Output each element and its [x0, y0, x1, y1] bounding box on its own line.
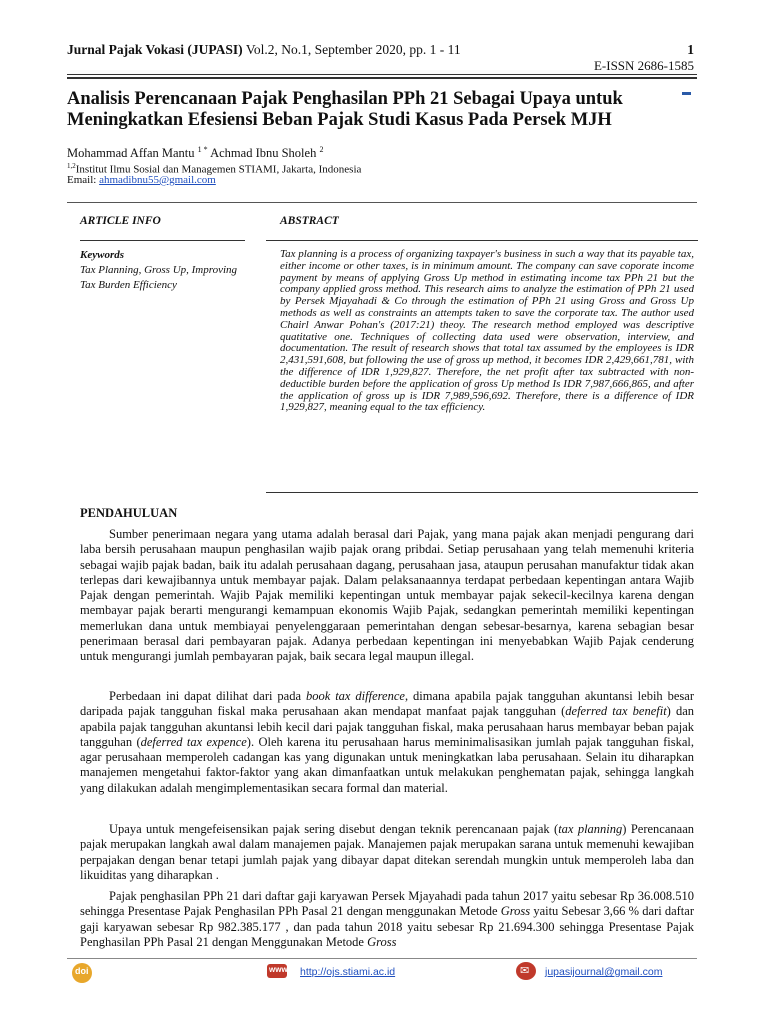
p2-term-deferred-expence: deferred tax expence	[140, 734, 247, 749]
abstract-heading: ABSTRACT	[280, 215, 339, 227]
p3-term-tax-planning: tax planning	[558, 822, 623, 836]
email-link[interactable]: ahmadibnu55@gmail.com	[99, 174, 216, 186]
author-1-sup: 1 *	[197, 145, 208, 154]
author-1: Mohammad Affan Mantu	[67, 146, 195, 161]
p4-text-c: yaitu Sebesar 3,66 % dari daftar gaji karyawan sebesar Rp 982.385.177 , dan pada tahun 2018 yaitu sebesar Rp 21.694.300 sehingga Presentase Pajak Penghasilan PPh Pasal 21 dengan Menggunakan Metode	[80, 904, 694, 949]
author-2-sup: 2	[319, 145, 324, 154]
paragraph-2-text	[80, 689, 694, 796]
p2-text-c: , dimana apabila pajak tangguhan akuntansi lebih besar daripada pajak tangguhan fiskal maka perusahaan akan mendapat manfaat pajak tangguhan (	[80, 689, 694, 719]
author-2: Achmad Ibnu Sholeh	[210, 146, 317, 161]
author-line	[67, 145, 323, 161]
p4-text-a: Pajak penghasilan PPh 21 dari daftar gaji karyawan Persek Mjayahadi pada tahun 2017 yaitu sebesar Rp 36.008.510 sehingga Presentase Pajak Penghasilan PPh Pasal 21 dengan menggunakan Metode	[80, 889, 694, 919]
eissn: E-ISSN 2686-1585	[593, 58, 694, 73]
doi-icon-label: doi	[75, 966, 89, 976]
doi-icon[interactable]	[72, 963, 92, 983]
p2-text-e: ) dan apabila pajak tangguhan akuntansi lebih kecil dari pajak tangguhan fiskal, maka perusahaan harus membayar beban pajak tangguhan (	[80, 704, 694, 749]
article-info-heading: ARTICLE INFO	[80, 215, 161, 227]
p2-text-g: ). Oleh karena itu perusahaan harus meminimalisasikan jumlah pajak tangguhan fiskal, agar perusahaan memperoleh cadangan kas yang digunakan untuk meningkatkan laba perusahaan. Selain itu diharapkan manajemen mengetahui faktor-faktor yang akan dimanfaatkan untuk melakukan penghematan pajak, sehingga langkah yang dilakukan adalah mengimplementasikan secara formal dan material.	[80, 734, 694, 795]
paragraph-4-text	[80, 889, 694, 950]
section-title: PENDAHULUAN	[80, 506, 178, 520]
header-divider	[67, 74, 697, 75]
p4-term-gross-2: Gross	[367, 934, 397, 949]
journal-header	[67, 42, 461, 58]
keywords-list: Tax Planning, Gross Up, Improving Tax Burden Efficiency	[80, 264, 238, 291]
email-line	[67, 174, 216, 186]
paragraph-4	[80, 889, 694, 950]
affiliation-sup: 1,2	[67, 162, 76, 170]
p2-text-a: Perbedaan ini dapat dilihat dari pada	[109, 689, 306, 703]
p2-term-book-tax: book tax difference	[305, 689, 405, 703]
p4-term-gross-1: Gross	[500, 904, 531, 919]
header-divider-thick	[67, 77, 697, 79]
article-info-divider	[80, 240, 245, 241]
title-marker	[682, 92, 691, 95]
journal-volume: Vol.2, No.1, September 2020, pp. 1 - 11	[245, 42, 461, 57]
page-number: 1	[687, 42, 694, 57]
mail-icon	[516, 962, 536, 980]
web-icon-label: www	[269, 965, 288, 974]
journal-name: Jurnal Pajak Vokasi (JUPASI)	[67, 42, 243, 57]
web-icon	[267, 964, 287, 978]
paragraph-1-text: Sumber penerimaan negara yang utama adalah berasal dari Pajak, yang mana pajak akan menjadi pengurang dari laba bersih perusahaan maupun penghasilan wajib pajak orang pribdai. Setiap perusahaan yang telah memenuhi kriteria sebagai wajib pajak badan, baik itu adalah perusahaan dagang, perusahaan jasa, ataupun perusahan manufaktur tidak akan terlepas dari kewajibannya untuk membayar pajak. Dalam pelaksanaannya terdapat perbedaan kepentingan antara Wajib Pajak dengan pemerintah. Wajib Pajak memiliki kepentingan untuk membayar pajak sekecil-kecilnya karena dengan membayar pajak berarti mengurangi kemampuan ekonomis Wajib Pajak, sedangkan pemerintah memiliki kepentingan memerlukan dana untuk membiayai penyelenggaraan pemerintahan dengan sebesar-besarnya, karena sebagian besar penerimaan berasal dari pembayaran pajak. Adanya perbedaan kepentingan ini menyebabkan Wajib Pajak cenderung untuk mengurangi jumlah pembayaran pajak, baik secara legal maupun illegal.	[80, 527, 694, 664]
info-top-divider	[67, 202, 697, 203]
paragraph-3-text	[80, 822, 694, 883]
journal-email-link[interactable]: jupasijournal@gmail.com	[545, 966, 663, 978]
paper-title: Analisis Perencanaan Pajak Penghasilan PPh 21 Sebagai Upaya untuk Meningkatkan Efesiensi Beban Pajak Studi Kasus Pada Persek MJH	[67, 89, 623, 130]
abstract-divider	[266, 240, 698, 241]
p2-term-deferred-benefit: deferred tax benefit	[565, 704, 667, 719]
paragraph-3	[80, 822, 694, 883]
paragraph-1	[80, 527, 694, 665]
email-label: Email:	[67, 174, 97, 186]
keywords-heading: Keywords	[80, 249, 124, 261]
website-link[interactable]: http://ojs.stiami.ac.id	[300, 966, 396, 978]
affiliation-text: Institut Ilmu Sosial dan Managemen STIAMI, Jakarta, Indonesia	[75, 163, 362, 176]
p3-text-a: Upaya untuk mengefeisensikan pajak sering disebut dengan teknik perencanaan pajak (	[109, 822, 559, 836]
abstract-bottom-divider	[266, 492, 698, 493]
abstract-text: Tax planning is a process of organizing taxpayer's business in such a way that its payable tax, either income or other taxes, is in minimum amount. The company can save coporate income payment by means of applying Gross Up method in estimating income tax PPh 21 but the company applied gross method. This research aims to analyze the estimation of PPh 21 used by Persek Mjayahadi & Co through the estimation of PPh 21 using Gross and Gross Up methods as well as constraints an attempts taken to save the corporate tax. The author used Chairl Anwar Pohan's (2017:21) theoy. The research method employed was descriptive quatitative one. Techniques of collecting data used were observation, interview, and documentation. The result of research shows that total tax assumed by the employees is IDR 2,431,591,608, but following the use of gross up method, it becomes IDR 2,429,661,781, with the difference of IDR 1,929,827. Therefore, the net profit after tax subtracted with non-deductible burden before the application of gross Up method Is IDR 7,987,666,865, and after the application of gross up is IDR 7,989,596,692. Therefore, there is a difference of IDR 1,929,827, meaning equal to the tax efficiency.	[280, 248, 694, 414]
footer-divider	[67, 958, 697, 959]
paragraph-2	[80, 689, 694, 796]
mail-icon-glyph: ✉	[520, 965, 530, 977]
p3-text-c: ) Perencanaan pajak merupakan langkah awal dalam manajemen pajak. Manajemen pajak merupakan sarana untuk memenuhi kewajiban perpajakan dengan benar tetapi jumlah pajak yang dibayar dapat ditekan serendah mungkin untuk memperoleh laba dan likuiditas yang diharapkan .	[80, 822, 694, 882]
